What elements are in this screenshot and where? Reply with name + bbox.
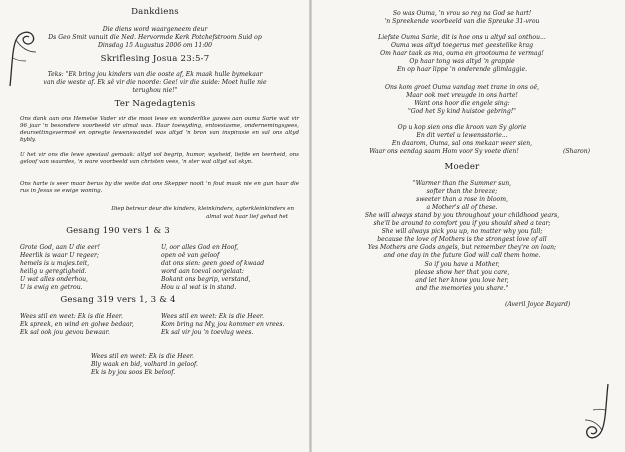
poem-line: Waar ons eendag saam Hom voor Sy voete dien!	[369, 148, 519, 155]
hymn2-line: Ek is by jou soos Ek beloof.	[91, 369, 176, 376]
closing-line: almal wat haar lief gehad het	[206, 214, 288, 220]
moeder-line: She will always stand by you throughout your childhood years,	[364, 212, 560, 219]
poem-line: Ouma was altyd toegerus met geestelike krag	[391, 42, 533, 49]
moeder-line: Yes Mothers are Gods angels, but remember they're on loan;	[367, 244, 557, 251]
poem-line: En daarom, Ouma, sal ons mekaar weer sien,	[391, 140, 533, 147]
moeder-line: "Warmer than the Summer sun,	[412, 180, 512, 187]
poem-line: So was Ouma, 'n vrou so reg na God se hart!	[392, 10, 532, 17]
diens-line: Die diens word waargeneem deur	[102, 26, 208, 33]
poem-line: En op haar lippe 'n onderende glimlaggie.	[396, 66, 528, 73]
poem-line: Maar ook met vreugde in ons harte!	[406, 92, 518, 99]
moeder-line: she'll be around to comfort you if you should shed a tear;	[373, 220, 551, 227]
moeder-credit: (Averil Joyce Bayard)	[505, 301, 571, 308]
poem-credit: (Sharon)	[563, 148, 590, 155]
hymn1-line: heilig u geregtigheid.	[20, 268, 87, 275]
hymn1-line: Grote God, aan U die eer!	[20, 244, 100, 251]
hymn1-line: Hou u al wat is in stand.	[161, 284, 237, 291]
poem-line: Om haar taak as ma, ouma en grootouma te vermag!	[380, 50, 544, 57]
poem-line: Op u kop sien ons die kroon van Sy glorie	[397, 124, 527, 131]
poem-line: "God het Sy kind huistoe gebring!"	[408, 108, 516, 115]
hymn1-line: Bokant ons begrip, verstand,	[161, 276, 251, 283]
moeder-line: a Mother's all of these.	[426, 204, 498, 211]
hymn2-line: Wees stil en weet: Ek is die Heer.	[91, 353, 194, 360]
hymn1-line: hemels is u majes.teit,	[20, 260, 90, 267]
poem-line: 'n Spreekende voorbeeld van die Spreuke 31-vrou	[384, 18, 540, 25]
diens-line: Dinsdag 15 Augustus 2006 om 11:00	[97, 42, 213, 49]
poem-line: En dit vertel u lewensstorie...	[416, 132, 508, 139]
diens-title: Dankdiens	[131, 7, 179, 17]
hymn1-line: U wat alles onderhou,	[20, 276, 88, 283]
hymn1-line: word aan toeval oorgelaat:	[161, 268, 244, 275]
tribute-paragraph: Ons dank aan ons Hemelse Vader vir die mooi lewe en wonderlike gawes aan ouma Sarie wat vir 96 jaar 'n besondere voorbeeld vir almal was. Haar toewyding, entoesiasme, ondernemingsgees, deursettingsvermoë en opregte lewenswandel was altyd 'n bron van inspirasie en sal ons altyd bybly.	[20, 116, 299, 144]
hymn2-line: Wees stil en weet: Ek is die Heer.	[161, 313, 264, 320]
hymn2-line: Kom bring na My, jou kommer en vrees.	[161, 321, 285, 328]
hymn2-line: Ek sal vir jou 'n toevlug wees.	[161, 329, 254, 336]
poem-line: Op haar tong was altyd 'n grappie	[409, 58, 515, 65]
moeder-line: softer than the breeze;	[426, 188, 498, 195]
hymn2-line: Ek sal ook jou gevou bewaar.	[20, 329, 110, 336]
hymn1-line: Heerlik is waar U regeer;	[20, 252, 99, 259]
swirl-ornament-icon	[584, 382, 612, 444]
ter-title: Ter Nagedagtenis	[114, 99, 196, 109]
right-page	[312, 0, 625, 452]
skrif-title: Skriflesing Josua 23:5-7	[100, 54, 210, 64]
swirl-ornament-icon	[6, 28, 38, 88]
poem-line: Ons kom groet Ouma vandag met trane in ons oë,	[384, 84, 540, 91]
hymn2-title: Gesang 319 vers 1, 3 & 4	[60, 295, 176, 305]
moeder-line: and let her know you love her,	[415, 277, 509, 284]
tribute-paragraph: Ons harte is seer maar berus by die weite dat ons Skepper nooit 'n fout maak nie en gun haar die rus in Jesus se ewige woning.	[20, 181, 299, 195]
left-page	[0, 0, 310, 452]
moeder-line: So if you have a Mother,	[424, 261, 500, 268]
closing-line: Diep betreur deur die kinders, kleinkinders, agterkleinkinders en	[111, 206, 294, 212]
poem-line: Liefste Ouma Sarie, dit is hoe ons u altyd sal onthou...	[378, 34, 546, 41]
moeder-line: and the memories you share."	[415, 285, 509, 292]
tribute-paragraph: U het vir ons die lewe spesiaal gemaak: altyd vol begrip, humor, wysheid, liefde en teerheid, ons geloof van waardes, 'n ware voorbeeld van christen vees, 'n ster wat altyd sal skyn.	[20, 152, 299, 166]
hymn1-line: open oë van geloof	[161, 252, 220, 259]
hymn1-title: Gesang 190 vers 1 & 3	[66, 226, 170, 236]
moeder-line: sweeter than a rose in bloom,	[416, 196, 508, 203]
teks-line: Teks: "Ek bring jou kinders van die ooste af, Ek maak hulle bymekaar	[47, 71, 263, 78]
moeder-line: because the love of Mothers is the strongest love of all	[377, 236, 547, 243]
teks-line: van die weste af. Ek sê vir die noorde: Gee! vir die suide: Moet hulle nie	[43, 79, 267, 86]
moeder-line: She will always pick you up, no matter why you fall;	[381, 228, 543, 235]
diens-line: Ds Geo Smit vanuit die Ned. Hervormde Kerk Potchefstroom Suid op	[48, 34, 262, 41]
hymn2-line: Wees stil en weet: Ek is die Heer.	[20, 313, 123, 320]
hymn2-line: Ek spreek, en wind en golwe bedaar,	[20, 321, 134, 328]
moeder-line: please show her that you care,	[414, 269, 510, 276]
moeder-line: and one day in the future God will call them home.	[383, 252, 541, 259]
hymn1-line: dat ons sien: geen goed of kwaad	[161, 260, 265, 267]
teks-line: terughou nie!"	[132, 87, 178, 94]
hymn2-line: Bly waak en bid, volhard in geloof.	[91, 361, 198, 368]
moeder-title: Moeder	[444, 162, 480, 172]
hymn1-line: U is ewig en getrou.	[20, 284, 83, 291]
hymn1-line: U, oor alles God en Hoof,	[161, 244, 239, 251]
poem-line: Want ons hoor die engele sing:	[414, 100, 510, 107]
